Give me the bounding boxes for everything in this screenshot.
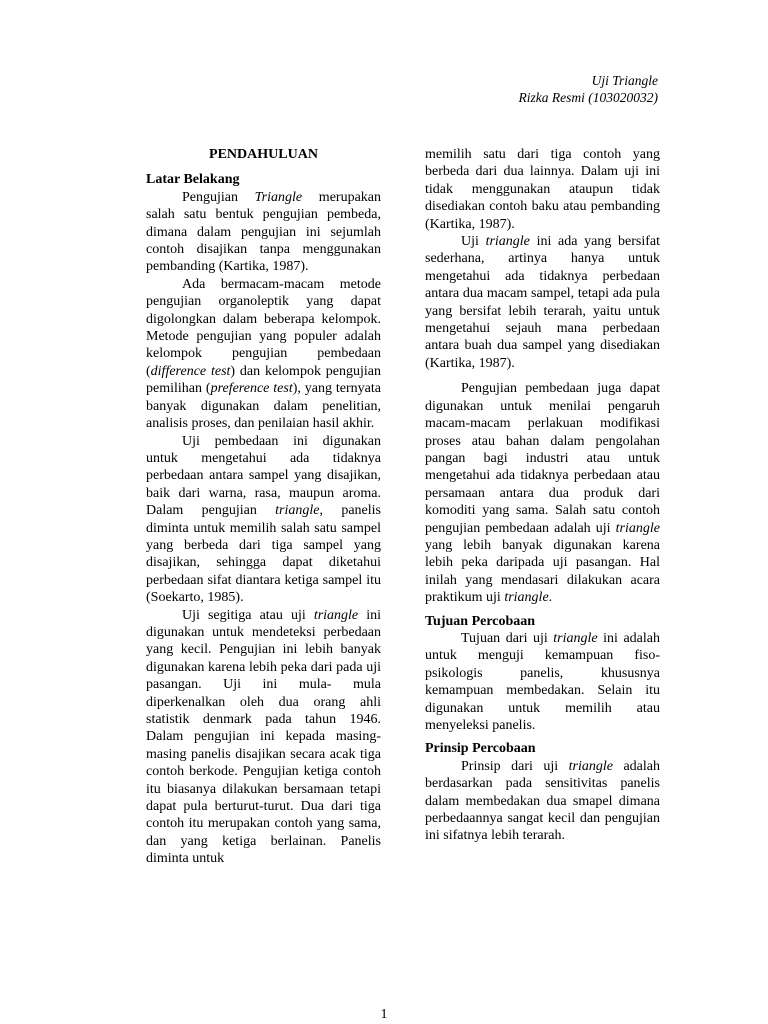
paragraph-4: Uji segitiga atau uji triangle ini digunakan untuk mendeteksi perbedaan yang kecil. Pengujian ini lebih banyak digunakan karena lebih peka dari pada uji pasangan. Uji ini mula- mula diperkenalkan oleh dua orang ahli statistik denmark pada tahun 1946. Dalam pengujian ini kepada masing-masing panelis disajikan secara acak tiga contoh berkode. Pengujian ketiga contoh itu biasanya dilakukan bersamaan tetapi dapat pula berturut-turut. Dua dari tiga contoh itu merupakan contoh yang sama, dan yang ketiga berlainan. Panelis diminta untuk (146, 607, 382, 867)
page-number: 1 (380, 1007, 388, 1022)
heading-latar-belakang: Latar Belakang (146, 172, 240, 188)
paragraph-3: Uji pembedaan ini digunakan untuk mengetahui ada tidaknya perbedaan antara sampel yang disajikan, baik dari warna, rasa, maupun aroma. Dalam pengujian triangle, panelis diminta untuk memilih salah satu sampel yang berbeda dari tiga sampel yang disajikan, sehingga dapat diketahui perbedaan sifat diantara ketiga sampel itu (Soekarto, 1985). (146, 433, 381, 606)
paragraph-prinsip: Prinsip dari uji triangle adalah berdasarkan pada sensitivitas panelis dalam membedakan dua smapel dimana perbedaannya sangat kecil dan pengujian ini sifatnya lebih terarah. (425, 758, 660, 844)
paragraph-1: Pengujian Triangle merupakan salah satu bentuk pengujian pembeda, dimana dalam pengujian ini sejumlah contoh disajikan tanpa menggunakan pembanding (Kartika, 1987). (146, 189, 381, 275)
running-header (519, 72, 658, 106)
left-column (146, 146, 381, 868)
right-column (425, 146, 660, 845)
heading-prinsip-percobaan: Prinsip Percobaan (425, 741, 536, 757)
paragraph-4-continued: memilih satu dari tiga contoh yang berbeda dari dua lainnya. Dalam uji ini tidak menggunakan ataupun tidak disediakan contoh baku atau pembanding (Kartika, 1987). (425, 147, 660, 232)
paragraph-5: Uji triangle ini ada yang bersifat sederhana, artinya hanya untuk mengetahui ada tidaknya perbedaan antara dua macam sampel, tetapi ada pula yang bersifat lebih terarah, yaitu untuk mengetahui sejauh mana perbedaan antara buah dua sampel yang disediakan (Kartika, 1987). (425, 234, 660, 371)
header-title: Uji Triangle (591, 73, 658, 88)
paragraph-2: Ada bermacam-macam metode pengujian organoleptik yang dapat digolongkan dalam beberapa kelompok. Metode pengujian yang populer adalah kelompok pengujian pembedaan (difference test) dan kelompok pengujian pemilihan (preference test), yang ternyata banyak digunakan dalam penelitian, analisis proses, dan penilaian hasil akhir. (146, 276, 381, 432)
section-title: PENDAHULUAN (209, 147, 318, 162)
paragraph-tujuan: Tujuan dari uji triangle ini adalah untuk menguji kemampuan fiso-psikologis panelis, khususnya kemampuan membedakan. Selain itu digunakan untuk memilih atau menyeleksi panelis. (425, 630, 661, 733)
heading-tujuan-percobaan: Tujuan Percobaan (425, 613, 536, 629)
paragraph-6: Pengujian pembedaan juga dapat digunakan untuk menilai pengaruh macam-macam perlakuan modifikasi proses atau bahan dalam pengolahan pangan bagi industri atau untuk mengetahui ada tidaknya perbedaan atau persamaan antara dua produk dari komoditi yang sama. Salah satu contoh pengujian pembedaan adalah uji triangle yang lebih banyak digunakan karena lebih peka daripada uji pasangan. Hal inilah yang mendasari dilakukan acara praktikum uji triangle. (425, 381, 660, 606)
header-author: Rizka Resmi (103020032) (518, 90, 658, 105)
